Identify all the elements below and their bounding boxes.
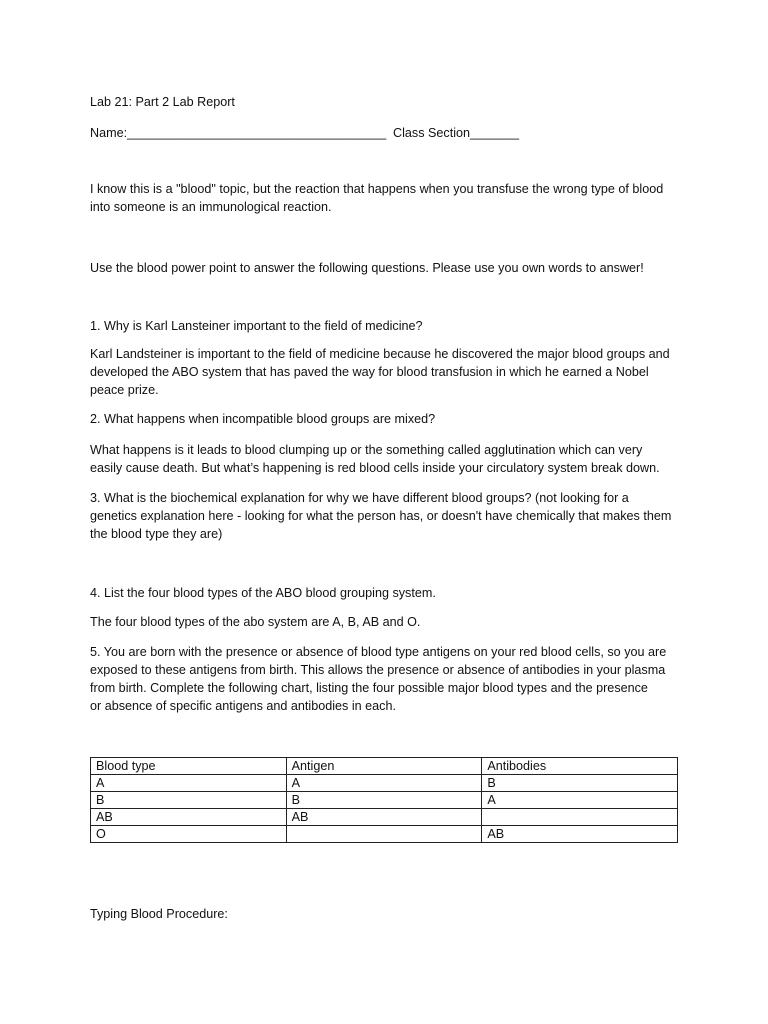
table-cell: AB — [91, 809, 287, 826]
question-2: 2. What happens when incompatible blood groups are mixed? — [90, 412, 436, 426]
name-field-line: Name:_____________________________________ — [90, 126, 387, 140]
intro-paragraph: I know this is a "blood" topic, but the reaction that happens when you transfuse the wrong type of blood into someone is an immunological reaction. — [90, 182, 664, 214]
question-4: 4. List the four blood types of the ABO blood grouping system. — [90, 586, 436, 600]
table-cell: A — [286, 775, 482, 792]
procedure-heading: Typing Blood Procedure: — [90, 907, 228, 921]
table-cell: AB — [482, 826, 678, 843]
table-cell — [286, 826, 482, 843]
table-cell: O — [91, 826, 287, 843]
table-row — [91, 792, 678, 809]
question-1: 1. Why is Karl Lansteiner important to the field of medicine? — [90, 319, 423, 333]
answer-1: Karl Landsteiner is important to the field of medicine because he discovered the major blood groups and developed the ABO system that has paved the way for blood transfusion in which he earned a Nobel peace prize. — [90, 347, 670, 397]
header-cell: Antigen — [286, 758, 482, 775]
table-cell: A — [91, 775, 287, 792]
table-cell: AB — [286, 809, 482, 826]
table-cell: A — [482, 792, 678, 809]
instructions: Use the blood power point to answer the following questions. Please use you own words to answer! — [90, 261, 644, 275]
document-title: Lab 21: Part 2 Lab Report — [90, 95, 235, 109]
table-row — [91, 826, 678, 843]
answer-4: The four blood types of the abo system are A, B, AB and O. — [90, 615, 421, 629]
question-3: 3. What is the biochemical explanation for why we have different blood groups? (not looking for a genetics explanation here - looking for what the person has, or doesn't have chemically that makes them the blood type they are) — [90, 491, 672, 541]
table-cell: B — [91, 792, 287, 809]
class-section-field: Class Section_______ — [393, 126, 520, 140]
table-header-row — [91, 758, 678, 775]
table-cell — [482, 809, 678, 826]
header-cell: Blood type — [91, 758, 287, 775]
header-cell: Antibodies — [482, 758, 678, 775]
answer-2: What happens is it leads to blood clumping up or the something called agglutination which can very easily cause death. But what’s happening is red blood cells inside your circulatory system break down. — [90, 443, 660, 475]
table-row — [91, 775, 678, 792]
table-row — [91, 809, 678, 826]
table-cell: B — [286, 792, 482, 809]
question-5: 5. You are born with the presence or absence of blood type antigens on your red blood cells, so you are exposed to these antigens from birth. This allows the presence or absence of antibodies in your plasma from birth. Complete the following chart, listing the four possible major blood types and the presence or absence of specific antigens and antibodies in each. — [90, 645, 667, 713]
blood-type-table — [90, 757, 678, 843]
table-cell: B — [482, 775, 678, 792]
